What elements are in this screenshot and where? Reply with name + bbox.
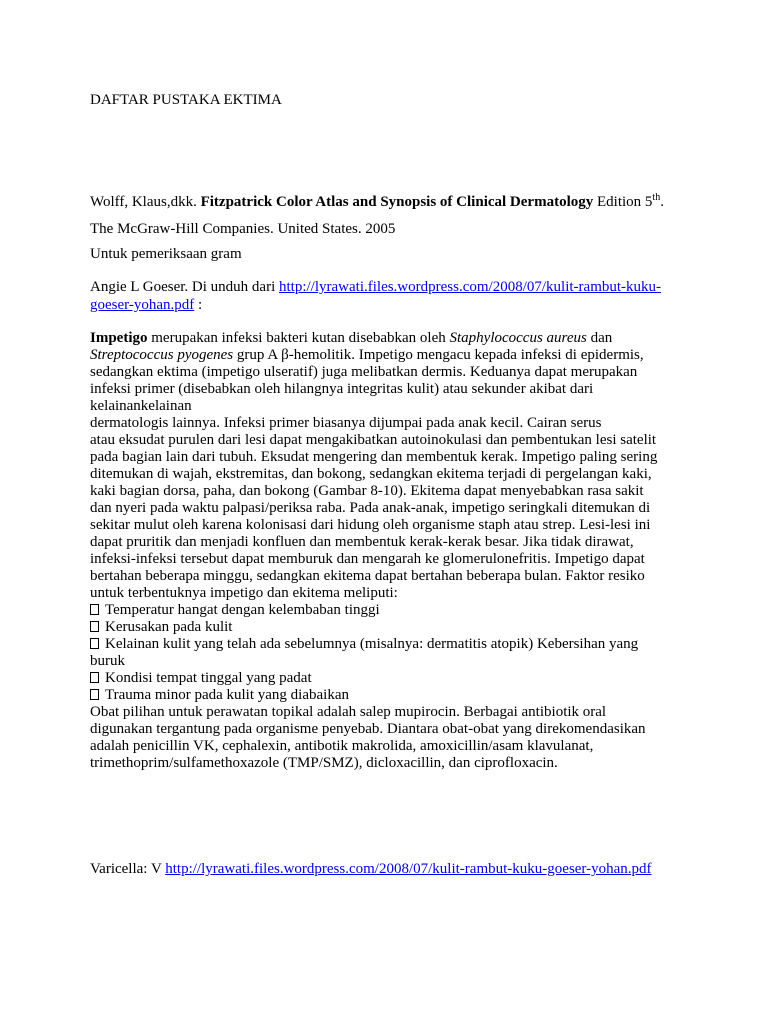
paragraph-line: dermatologis lainnya. Infeksi primer biasanya dijumpai pada anak kecil. Cairan serus	[90, 415, 602, 431]
paragraph-line: adalah penicillin VK, cephalexin, antibotik makrolida, amoxicillin/asam klavulanat,	[90, 738, 594, 754]
paragraph-line	[90, 347, 644, 364]
paragraph-line: infeksi-infeksi tersebut dapat memburuk dan mengarah ke glomerulonefritis. Impetigo dapat	[90, 551, 645, 567]
ref2-suffix: :	[194, 297, 203, 313]
list-item	[90, 619, 232, 636]
paragraph-text: merupakan infeksi bakteri kutan disebabkan oleh	[147, 330, 450, 346]
reference-2-line-1	[90, 279, 661, 296]
ref1-book-title: Fitzpatrick Color Atlas and Synopsis of Clinical Dermatology	[200, 194, 594, 210]
term-staphylococcus: Staphylococcus aureus	[449, 330, 587, 346]
ref1-edition: Edition 5	[593, 194, 653, 210]
list-item	[90, 602, 380, 619]
ref2-link-continued[interactable]: goeser-yohan.pdf	[90, 297, 195, 313]
paragraph-line: pada bagian lain dari tubuh. Eksudat mengering dan membentuk kerak. Impetigo paling sering	[90, 449, 658, 465]
paragraph-line: untuk terbentuknya impetigo dan ekitema meliputi:	[90, 585, 398, 601]
list-item-text: Trauma minor pada kulit yang diabaikan	[105, 687, 349, 703]
paragraph-line: ditemukan di wajah, ekstremitas, dan bokong, sedangkan ekitema terjadi di pergelangan kaki,	[90, 466, 652, 482]
term-impetigo: Impetigo	[90, 330, 148, 346]
bullet-box-icon	[90, 672, 99, 683]
paragraph-line: dan nyeri pada waktu palpasi/periksa raba. Pada anak-anak, impetigo seringkali ditemukan di	[90, 500, 651, 516]
paragraph-line: bertahan beberapa minggu, sedangkan ekitema dapat bertahan beberapa bulan. Faktor resiko	[90, 568, 645, 584]
paragraph-line: kelainankelainan	[90, 398, 192, 414]
paragraph-line: digunakan tergantung pada organisme penyebab. Diantara obat-obat yang direkomendasikan	[90, 721, 646, 737]
bullet-box-icon	[90, 604, 99, 615]
ref1-edition-end: .	[660, 194, 664, 210]
list-item-text: Kerusakan pada kulit	[105, 619, 233, 635]
ref1-authors: Wolff, Klaus,dkk.	[90, 194, 201, 210]
term-streptococcus: Streptococcus pyogenes	[90, 347, 234, 363]
paragraph-text: dan	[586, 330, 613, 346]
ref1-edition-sup: th	[652, 192, 661, 203]
list-item-continued: buruk	[90, 653, 125, 669]
list-item	[90, 670, 312, 687]
paragraph-line: kaki bagian dorsa, paha, dan bokong (Gambar 8-10). Ekitema dapat menyebabkan rasa sakit	[90, 483, 644, 499]
document-title: DAFTAR PUSTAKA EKTIMA	[90, 92, 282, 108]
list-item-text: Kondisi tempat tinggal yang padat	[105, 670, 312, 686]
list-item-text: Kelainan kulit yang telah ada sebelumnya (misalnya: dermatitis atopik) Kebersihan yang	[105, 636, 639, 652]
paragraph-line: infeksi primer (disebabkan oleh hilangnya integritas kulit) atau sekunder akibat dari	[90, 381, 594, 397]
paragraph-line: atau eksudat purulen dari lesi dapat mengakibatkan autoinokulasi dan pembentukan lesi satelit	[90, 432, 657, 448]
paragraph-line: trimethoprim/sulfamethoxazole (TMP/SMZ), dicloxacillin, dan ciprofloxacin.	[90, 755, 558, 771]
paragraph-line: sekitar mulut oleh karena kolonisasi dari hidung oleh organisme staph atau strep. Lesi-lesi ini	[90, 517, 651, 533]
list-item	[90, 687, 349, 704]
paragraph-line	[90, 330, 612, 347]
note-gram: Untuk pemeriksaan gram	[90, 246, 242, 262]
reference-2-line-2	[90, 297, 202, 314]
ref2-link[interactable]: http://lyrawati.files.wordpress.com/2008/07/kulit-rambut-kuku-	[279, 279, 662, 295]
ref2-prefix: Angie L Goeser. Di unduh dari	[90, 279, 279, 295]
bullet-box-icon	[90, 638, 99, 649]
bullet-box-icon	[90, 689, 99, 700]
ref3-prefix: Varicella: V	[90, 861, 166, 877]
list-item-text: Temperatur hangat dengan kelembaban tinggi	[105, 602, 380, 618]
reference-1	[90, 194, 664, 211]
list-item	[90, 636, 638, 653]
bullet-box-icon	[90, 621, 99, 632]
paragraph-line: dapat pruritik dan menjadi konfluen dan membentuk kerak-kerak besar. Jika tidak dirawat,	[90, 534, 634, 550]
paragraph-text: grup A β-hemolitik. Impetigo mengacu kepada infeksi di epidermis,	[233, 347, 644, 363]
paragraph-line: sedangkan ektima (impetigo ulseratif) juga melibatkan dermis. Keduanya dapat merupakan	[90, 364, 638, 380]
reference-3	[90, 861, 652, 878]
paragraph-line: Obat pilihan untuk perawatan topikal adalah salep mupirocin. Berbagai antibiotik oral	[90, 704, 607, 720]
ref3-link[interactable]: http://lyrawati.files.wordpress.com/2008/07/kulit-rambut-kuku-goeser-yohan.pdf	[165, 861, 652, 877]
ref1-publisher: The McGraw-Hill Companies. United States. 2005	[90, 221, 396, 237]
